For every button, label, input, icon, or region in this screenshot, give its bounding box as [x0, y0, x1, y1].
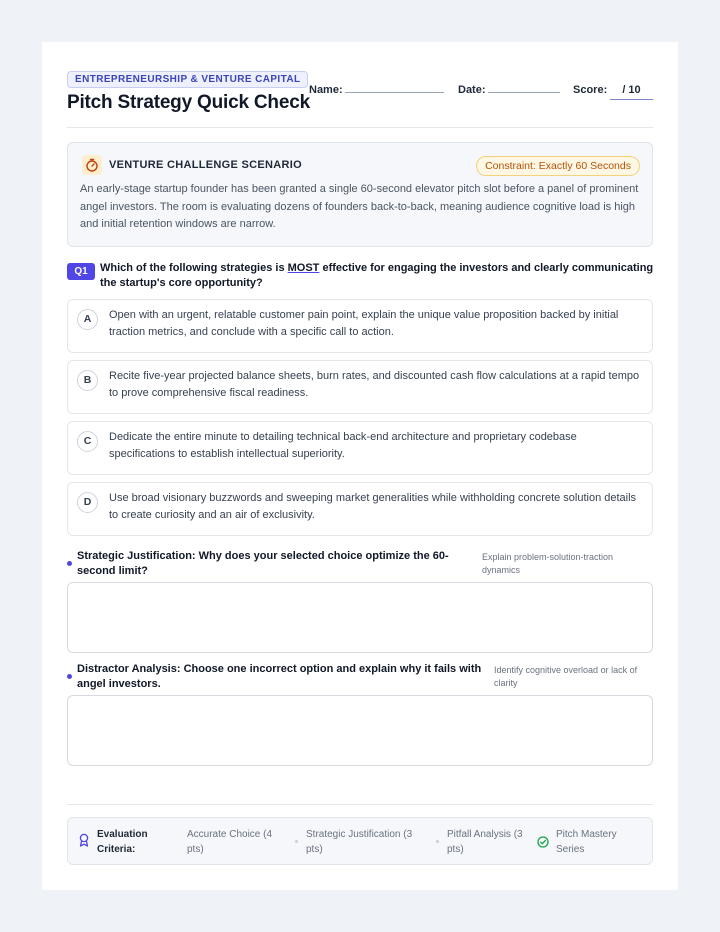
category-tag: ENTREPRENEURSHIP & VENTURE CAPITAL: [67, 71, 308, 88]
scenario-card: [67, 142, 653, 247]
ribbon-icon: [78, 833, 90, 852]
criteria-item: Pitfall Analysis (3 pts): [447, 829, 523, 855]
footer-divider: [67, 804, 653, 805]
criteria-item: Accurate Choice (4 pts): [187, 829, 273, 855]
distractor-prompt: Distractor Analysis: Choose one incorrect option and explain why it fails with angel investors.: [77, 663, 482, 690]
question-number-badge: Q1: [67, 263, 95, 280]
question-text-start: Which of the following strategies is: [100, 262, 288, 274]
criteria-item: Strategic Justification (3 pts): [306, 829, 413, 855]
name-label: Name:: [309, 84, 343, 96]
score-label: Score:: [573, 84, 608, 96]
date-label: Date:: [458, 84, 486, 96]
option-a[interactable]: [67, 299, 653, 353]
distractor-hint: Identify cognitive overload or lack of clarity: [494, 665, 638, 688]
option-text: Use broad visionary buzzwords and sweeping market generalities while withholding concrete solution details to create curiosity and an air of exclusivity.: [109, 492, 637, 521]
option-text: Recite five-year projected balance sheets, burn rates, and discounted cash flow calculations at a rapid tempo to prove comprehensive fiscal readiness.: [109, 370, 640, 399]
option-c[interactable]: [67, 421, 653, 475]
option-letter: C: [77, 431, 98, 452]
stopwatch-icon: [82, 155, 102, 175]
separator-dot: [295, 840, 298, 843]
header-divider: [67, 127, 653, 128]
justification-answer-box[interactable]: [67, 582, 653, 653]
option-text: Open with an urgent, relatable customer pain point, explain the unique value proposition backed by initial traction metrics, and conclude with a specific call to action.: [109, 309, 619, 338]
justification-hint: Explain problem-solution-traction dynamics: [482, 552, 614, 575]
option-text: Dedicate the entire minute to detailing technical back-end architecture and proprietary codebase specifications to establish intellectual superiority.: [109, 431, 577, 460]
series-label: Pitch Mastery Series: [556, 829, 617, 855]
question-text: [100, 261, 655, 290]
bullet-dot: [67, 561, 72, 566]
separator-dot: [436, 840, 439, 843]
evaluation-criteria-bar: [67, 817, 653, 865]
option-b[interactable]: [67, 360, 653, 414]
scenario-heading: VENTURE CHALLENGE SCENARIO: [109, 159, 302, 171]
score-field[interactable]: [610, 99, 653, 100]
option-letter: D: [77, 492, 98, 513]
date-field[interactable]: [488, 92, 560, 93]
distractor-answer-box[interactable]: [67, 695, 653, 766]
constraint-badge: Constraint: Exactly 60 Seconds: [476, 156, 640, 176]
option-d[interactable]: [67, 482, 653, 536]
bullet-dot: [67, 674, 72, 679]
question-emphasis: MOST: [287, 262, 320, 274]
worksheet-page: [42, 42, 678, 890]
page-title: Pitch Strategy Quick Check: [67, 92, 310, 113]
scenario-description: An early-stage startup founder has been granted a single 60-second elevator pitch slot before a panel of prominent angel investors. The room is evaluating dozens of founders back-to-back, meaning audience cognitive load is high and initial retention windows are narrow.: [80, 183, 639, 230]
score-value: / 10: [622, 84, 641, 96]
justification-prompt: Strategic Justification: Why does your selected choice optimize the 60-second limit?: [77, 550, 449, 577]
check-circle-icon: [537, 835, 549, 853]
question-text-end: effective for engaging the investors and clearly communicating the startup's core opportunity?: [100, 262, 654, 289]
option-letter: A: [77, 309, 98, 330]
name-field[interactable]: [345, 92, 444, 93]
criteria-label: Evaluation Criteria:: [97, 829, 148, 855]
option-letter: B: [77, 370, 98, 391]
